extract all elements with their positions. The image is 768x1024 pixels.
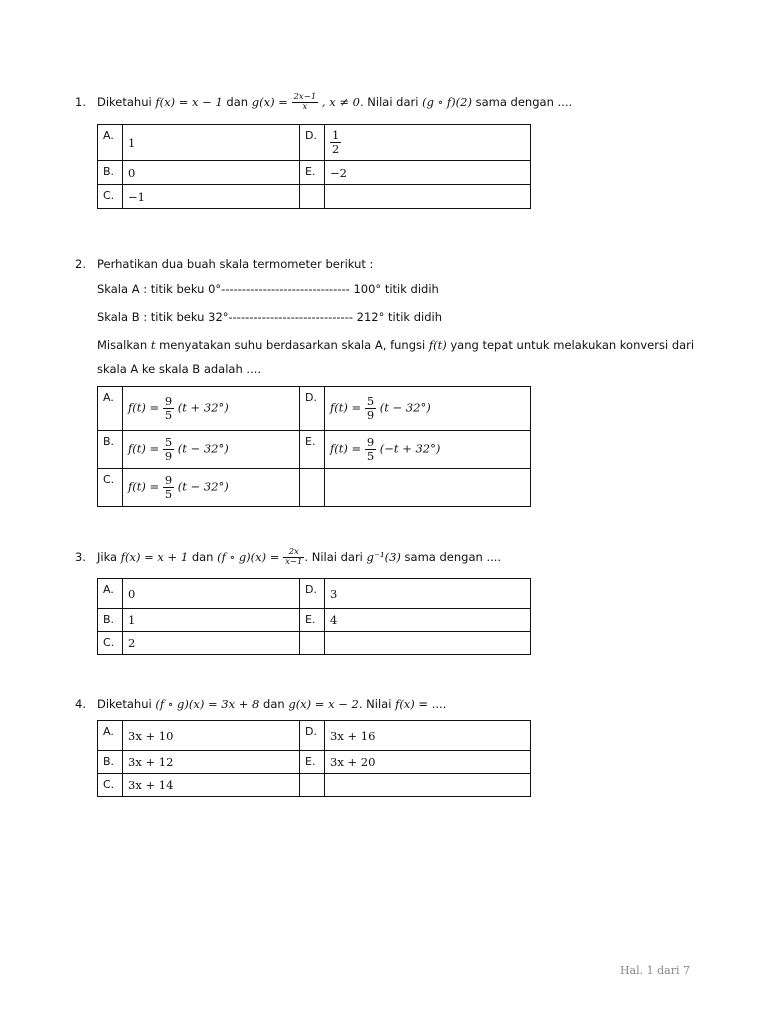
fraction: $\frac{5}{9}$ <box>164 435 173 463</box>
options-table <box>97 578 531 655</box>
question-4-line <box>75 694 695 714</box>
option-d-label: D. <box>300 125 325 161</box>
option-b-value: 0 <box>123 161 300 185</box>
option-a-value: 1 <box>123 125 300 161</box>
option-c-label: C. <box>98 774 123 797</box>
question-1 <box>75 88 695 204</box>
option-a-value: f(t) = $\frac{9}{5}$ (t + 32°) <box>123 387 300 431</box>
option-e-value: 4 <box>325 609 531 632</box>
option-b-label: B. <box>98 161 123 185</box>
question-number: 4. <box>75 697 86 711</box>
fraction: $\frac{2x}{x-1}$ <box>285 546 303 567</box>
option-d-value: 3x + 16 <box>325 721 531 751</box>
question-paragraph: Misalkan t menyatakan suhu berdasarkan skala A, fungsi f(t) yang tepat untuk melakukan konversi dari <box>97 338 695 352</box>
option-d-value: 3 <box>325 579 531 609</box>
question-text: Jika f(x) = x + 1 dan (f ∘ g)(x) = $\frac{2x}{x-1}$ . Nilai dari g⁻¹(3) sama dengan .... <box>97 546 502 567</box>
question-3-line <box>75 542 695 572</box>
option-c-value: f(t) = $\frac{9}{5}$ (t − 32°) <box>123 469 300 507</box>
empty-cell <box>325 774 531 797</box>
fraction: $\frac{9}{5}$ <box>164 473 173 501</box>
question-paragraph-2: skala A ke skala B adalah .... <box>97 362 262 376</box>
scale-a-text: Skala A : titik beku 0°------------------------------- 100° titik didih <box>97 282 439 296</box>
page-footer: Hal. 1 dari 7 <box>619 964 690 977</box>
option-a-label: A. <box>98 721 123 751</box>
empty-cell <box>325 632 531 655</box>
fraction: $\frac{5}{9}$ <box>366 394 375 422</box>
option-a-label: A. <box>98 387 123 431</box>
option-b-label: B. <box>98 751 123 774</box>
empty-cell <box>325 469 531 507</box>
question-text: Perhatikan dua buah skala termometer berikut : <box>97 257 374 271</box>
option-e-label: E. <box>300 431 325 469</box>
option-e-value: 3x + 20 <box>325 751 531 774</box>
options-table <box>97 720 531 797</box>
question-number: 1. <box>75 95 86 109</box>
options-table <box>97 124 531 209</box>
fraction: $\frac{9}{5}$ <box>366 435 375 463</box>
option-d-label: D. <box>300 579 325 609</box>
empty-cell <box>300 774 325 797</box>
option-e-label: E. <box>300 609 325 632</box>
question-text: Diketahui (f ∘ g)(x) = 3x + 8 dan g(x) = x − 2. Nilai f(x) = .... <box>97 697 447 711</box>
fraction: $\frac{2x-1}{x}$ <box>293 91 317 112</box>
fraction: $\frac{9}{5}$ <box>164 394 173 422</box>
question-4 <box>75 694 695 792</box>
option-b-label: B. <box>98 431 123 469</box>
option-c-value: 3x + 14 <box>123 774 300 797</box>
option-d-label: D. <box>300 721 325 751</box>
question-1-line <box>75 88 695 116</box>
option-b-value: 1 <box>123 609 300 632</box>
scale-b-text: Skala B : titik beku 32°------------------------------ 212° titik didih <box>97 310 443 324</box>
option-d-value <box>325 125 531 161</box>
option-c-label: C. <box>98 632 123 655</box>
question-2-line <box>75 254 695 274</box>
empty-cell <box>300 469 325 507</box>
option-d-label: D. <box>300 387 325 431</box>
option-c-label: C. <box>98 185 123 209</box>
options-table <box>97 386 531 507</box>
option-b-value: f(t) = $\frac{5}{9}$ (t − 32°) <box>123 431 300 469</box>
question-3 <box>75 542 695 650</box>
question-2 <box>75 254 695 501</box>
option-b-value: 3x + 12 <box>123 751 300 774</box>
option-e-value: f(t) = $\frac{9}{5}$ (−t + 32°) <box>325 431 531 469</box>
option-a-label: A. <box>98 579 123 609</box>
option-e-label: E. <box>300 161 325 185</box>
question-number: 2. <box>75 257 86 271</box>
option-a-value: 3x + 10 <box>123 721 300 751</box>
option-e-value: −2 <box>325 161 531 185</box>
option-e-label: E. <box>300 751 325 774</box>
fraction: $\frac{1}{2}$ <box>332 128 340 156</box>
empty-cell <box>300 185 325 209</box>
question-text: Diketahui f(x) = x − 1 dan g(x) = $\frac{2x-1}{x}$ , x ≠ 0. Nilai dari (g ∘ f)(2) sama dengan .... <box>97 91 573 112</box>
empty-cell <box>325 185 531 209</box>
option-d-value: f(t) = $\frac{5}{9}$ (t − 32°) <box>325 387 531 431</box>
option-a-label: A. <box>98 125 123 161</box>
option-c-value: 2 <box>123 632 300 655</box>
empty-cell <box>300 632 325 655</box>
question-number: 3. <box>75 550 86 564</box>
option-b-label: B. <box>98 609 123 632</box>
option-c-value: −1 <box>123 185 300 209</box>
option-a-value: 0 <box>123 579 300 609</box>
option-c-label: C. <box>98 469 123 507</box>
